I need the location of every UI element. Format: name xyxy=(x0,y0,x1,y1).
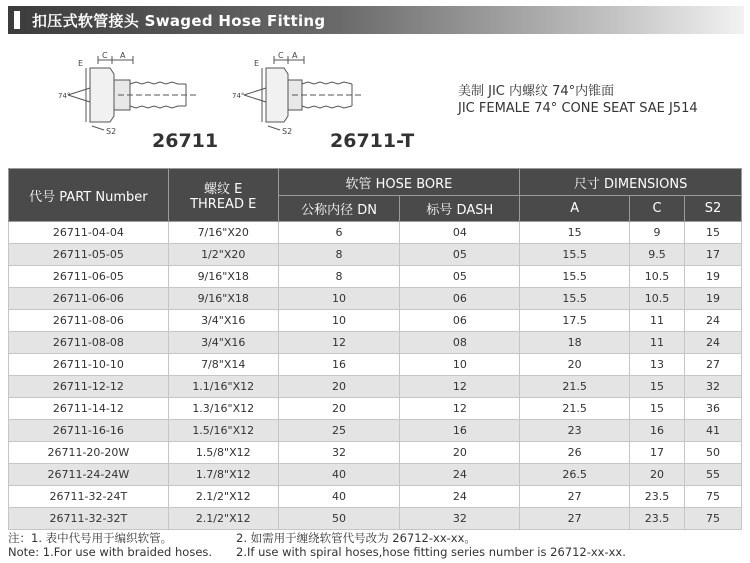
table-row xyxy=(9,222,742,244)
cell-part-number: 26711-12-12 xyxy=(9,376,169,398)
cell-thread: 1.1/16"X12 xyxy=(168,376,278,398)
cell-dim-a: 26.5 xyxy=(520,464,630,486)
cell-part-number: 26711-20-20W xyxy=(9,442,169,464)
cell-part-number: 26711-32-32T xyxy=(9,508,169,530)
fitting-drawing-26711 xyxy=(58,50,208,135)
cell-dim-a: 15.5 xyxy=(520,244,630,266)
cell-dash: 04 xyxy=(400,222,520,244)
cell-dim-s2: 75 xyxy=(685,508,742,530)
cell-dim-s2: 41 xyxy=(685,420,742,442)
cell-dash: 05 xyxy=(400,244,520,266)
cell-dim-c: 15 xyxy=(630,376,685,398)
cell-dn: 8 xyxy=(278,244,400,266)
cell-dn: 12 xyxy=(278,332,400,354)
cell-dim-c: 20 xyxy=(630,464,685,486)
cell-part-number: 26711-10-10 xyxy=(9,354,169,376)
table-row xyxy=(9,332,742,354)
cell-thread: 3/4"X16 xyxy=(168,310,278,332)
cell-dim-s2: 55 xyxy=(685,464,742,486)
cell-dim-c: 10.5 xyxy=(630,288,685,310)
header-dn: 公称内径 DN xyxy=(278,196,400,222)
cell-thread: 2.1/2"X12 xyxy=(168,508,278,530)
cell-thread: 9/16"X18 xyxy=(168,266,278,288)
cell-part-number: 26711-04-04 xyxy=(9,222,169,244)
description-cn: 美制 JIC 内螺纹 74°内锥面 xyxy=(458,84,615,99)
cell-dim-c: 11 xyxy=(630,332,685,354)
cell-dash: 12 xyxy=(400,376,520,398)
cell-dim-c: 23.5 xyxy=(630,486,685,508)
cell-dash: 08 xyxy=(400,332,520,354)
cell-dim-s2: 19 xyxy=(685,288,742,310)
note-cn-2: 2. 如需用于缠绕软管代号改为 26712-xx-xx。 xyxy=(236,531,476,545)
cell-dn: 8 xyxy=(278,266,400,288)
dim-label-c: C xyxy=(102,51,108,60)
cell-dim-a: 18 xyxy=(520,332,630,354)
cell-dim-a: 15.5 xyxy=(520,288,630,310)
dim-label-a: A xyxy=(292,51,298,60)
cell-dash: 16 xyxy=(400,420,520,442)
cell-dim-s2: 19 xyxy=(685,266,742,288)
cell-dim-s2: 36 xyxy=(685,398,742,420)
cell-dash: 24 xyxy=(400,464,520,486)
cell-dim-a: 21.5 xyxy=(520,398,630,420)
header-a: A xyxy=(520,196,630,222)
table-row xyxy=(9,486,742,508)
cell-dash: 05 xyxy=(400,266,520,288)
cell-dn: 40 xyxy=(278,464,400,486)
page-title: 扣压式软管接头 Swaged Hose Fitting xyxy=(32,11,326,30)
model-label-26711-t: 26711-T xyxy=(330,130,415,152)
cell-dim-c: 13 xyxy=(630,354,685,376)
table-row xyxy=(9,244,742,266)
header-s2: S2 xyxy=(685,196,742,222)
cell-part-number: 26711-06-05 xyxy=(9,266,169,288)
header-thread-en: THREAD E xyxy=(190,197,257,212)
cell-dn: 10 xyxy=(278,288,400,310)
description-en: JIC FEMALE 74° CONE SEAT SAE J514 xyxy=(458,101,698,116)
cell-dim-c: 9 xyxy=(630,222,685,244)
cell-dash: 12 xyxy=(400,398,520,420)
cell-part-number: 26711-14-12 xyxy=(9,398,169,420)
cell-dim-s2: 17 xyxy=(685,244,742,266)
spec-table-body xyxy=(9,222,742,530)
cell-thread: 2.1/2"X12 xyxy=(168,486,278,508)
table-row xyxy=(9,398,742,420)
cell-dash: 06 xyxy=(400,310,520,332)
cell-dim-c: 23.5 xyxy=(630,508,685,530)
cell-dim-s2: 24 xyxy=(685,310,742,332)
cell-dim-s2: 24 xyxy=(685,332,742,354)
cell-thread: 1.3/16"X12 xyxy=(168,398,278,420)
cell-thread: 9/16"X18 xyxy=(168,288,278,310)
cell-dn: 25 xyxy=(278,420,400,442)
table-row xyxy=(9,288,742,310)
cell-thread: 1.7/8"X12 xyxy=(168,464,278,486)
cell-dash: 20 xyxy=(400,442,520,464)
dim-label-e: E xyxy=(78,59,84,68)
cell-dim-c: 9.5 xyxy=(630,244,685,266)
cell-dn: 32 xyxy=(278,442,400,464)
cell-dim-a: 15 xyxy=(520,222,630,244)
dim-label-s2: S2 xyxy=(282,127,293,135)
fitting-drawing-26711-t xyxy=(232,50,372,135)
table-row xyxy=(9,376,742,398)
table-row xyxy=(9,354,742,376)
cell-part-number: 26711-24-24W xyxy=(9,464,169,486)
cell-thread: 1/2"X20 xyxy=(168,244,278,266)
table-row xyxy=(9,310,742,332)
header-thread xyxy=(168,169,278,222)
cell-dim-c: 10.5 xyxy=(630,266,685,288)
dim-label-e: E xyxy=(254,59,260,68)
cell-dim-s2: 15 xyxy=(685,222,742,244)
table-row xyxy=(9,266,742,288)
cell-part-number: 26711-05-05 xyxy=(9,244,169,266)
cell-dim-c: 15 xyxy=(630,398,685,420)
header-c: C xyxy=(630,196,685,222)
note-cn-1: 注：1. 表中代号用于编织软管。 xyxy=(8,531,173,545)
header-dash: 标号 DASH xyxy=(400,196,520,222)
dim-label-angle: 74° xyxy=(58,92,71,100)
cell-dim-a: 21.5 xyxy=(520,376,630,398)
cell-dim-a: 26 xyxy=(520,442,630,464)
spec-table xyxy=(8,168,742,530)
cell-dash: 24 xyxy=(400,486,520,508)
cell-dim-c: 11 xyxy=(630,310,685,332)
cell-dn: 6 xyxy=(278,222,400,244)
table-row xyxy=(9,442,742,464)
cell-dash: 10 xyxy=(400,354,520,376)
cell-thread: 7/8"X14 xyxy=(168,354,278,376)
table-row xyxy=(9,420,742,442)
cell-part-number: 26711-08-06 xyxy=(9,310,169,332)
cell-dim-s2: 32 xyxy=(685,376,742,398)
cell-dim-a: 23 xyxy=(520,420,630,442)
cell-thread: 3/4"X16 xyxy=(168,332,278,354)
cell-dim-s2: 75 xyxy=(685,486,742,508)
cell-dim-a: 20 xyxy=(520,354,630,376)
cell-dim-a: 17.5 xyxy=(520,310,630,332)
cell-dn: 20 xyxy=(278,376,400,398)
cell-dim-a: 27 xyxy=(520,486,630,508)
title-bar xyxy=(8,6,744,34)
header-thread-cn: 螺纹 E xyxy=(204,182,243,197)
cell-dn: 20 xyxy=(278,398,400,420)
cell-part-number: 26711-08-08 xyxy=(9,332,169,354)
cell-thread: 1.5/16"X12 xyxy=(168,420,278,442)
note-en-2: 2.If use with spiral hoses,hose fitting series number is 26712-xx-xx. xyxy=(236,545,626,559)
cell-dn: 40 xyxy=(278,486,400,508)
cell-part-number: 26711-06-06 xyxy=(9,288,169,310)
dim-label-a: A xyxy=(120,51,126,60)
header-part-number: 代号 PART Number xyxy=(9,169,169,222)
cell-dim-c: 16 xyxy=(630,420,685,442)
cell-dash: 32 xyxy=(400,508,520,530)
dim-label-angle: 74° xyxy=(232,92,245,100)
cell-dn: 50 xyxy=(278,508,400,530)
table-row xyxy=(9,508,742,530)
cell-dim-a: 15.5 xyxy=(520,266,630,288)
title-marker xyxy=(14,11,20,29)
dim-label-s2: S2 xyxy=(106,127,117,135)
note-en-1: Note: 1.For use with braided hoses. xyxy=(8,545,213,559)
cell-thread: 7/16"X20 xyxy=(168,222,278,244)
header-hose-bore: 软管 HOSE BORE xyxy=(278,169,520,196)
cell-dim-c: 17 xyxy=(630,442,685,464)
cell-dim-a: 27 xyxy=(520,508,630,530)
cell-part-number: 26711-16-16 xyxy=(9,420,169,442)
cell-part-number: 26711-32-24T xyxy=(9,486,169,508)
cell-dim-s2: 50 xyxy=(685,442,742,464)
cell-dn: 16 xyxy=(278,354,400,376)
model-label-26711: 26711 xyxy=(152,130,219,152)
cell-dim-s2: 27 xyxy=(685,354,742,376)
cell-thread: 1.5/8"X12 xyxy=(168,442,278,464)
cell-dn: 10 xyxy=(278,310,400,332)
cell-dash: 06 xyxy=(400,288,520,310)
header-dimensions: 尺寸 DIMENSIONS xyxy=(520,169,742,196)
dim-label-c: C xyxy=(278,51,284,60)
table-row xyxy=(9,464,742,486)
